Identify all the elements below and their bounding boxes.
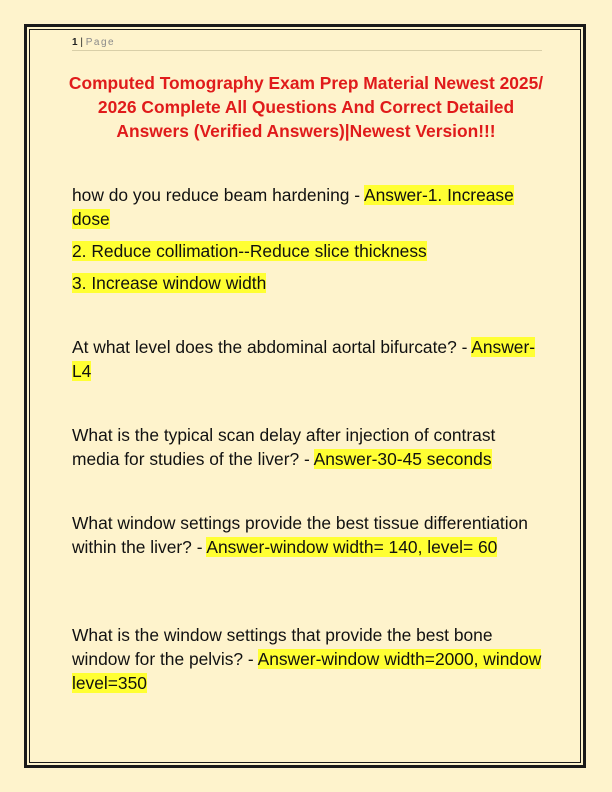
qa-item-extra-line	[72, 271, 542, 295]
question-text: At what level does the abdominal aortal bifurcate? -	[72, 337, 472, 357]
answer-text: Answer-1. Increase dose	[72, 185, 514, 229]
question-text: What window settings provide the best tissue differentiation within the liver? -	[72, 513, 528, 557]
question-text: What is the typical scan delay after injection of contrast media for studies of the liver? -	[72, 425, 496, 469]
answer-text: Answer-30-45 seconds	[313, 449, 492, 469]
answer-text: Answer-L4	[72, 337, 536, 381]
page-header	[72, 37, 542, 51]
question-text: What is the window settings that provide the best bone window for the pelvis? -	[72, 625, 493, 669]
page-label: Page	[85, 37, 116, 48]
answer-text: Answer-window width=2000, window level=350	[72, 649, 542, 693]
qa-item	[72, 335, 542, 383]
qa-item	[72, 511, 542, 559]
answer-text: 3. Increase window width	[72, 273, 267, 293]
qa-item-extra-line	[72, 239, 542, 263]
page-separator: |	[77, 37, 86, 48]
question-text: how do you reduce beam hardening -	[72, 185, 364, 205]
answer-text: 2. Reduce collimation--Reduce slice thickness	[72, 241, 427, 261]
qa-item	[72, 423, 542, 471]
qa-item	[72, 183, 542, 231]
qa-item	[72, 623, 542, 695]
answer-text: Answer-window width= 140, level= 60	[206, 537, 498, 557]
document-title: Computed Tomography Exam Prep Material Newest 2025/ 2026 Complete All Questions And Correct Detailed Answers (Verified Answers)|Newest Version!!!	[68, 73, 544, 141]
page-number: 1	[72, 37, 78, 48]
